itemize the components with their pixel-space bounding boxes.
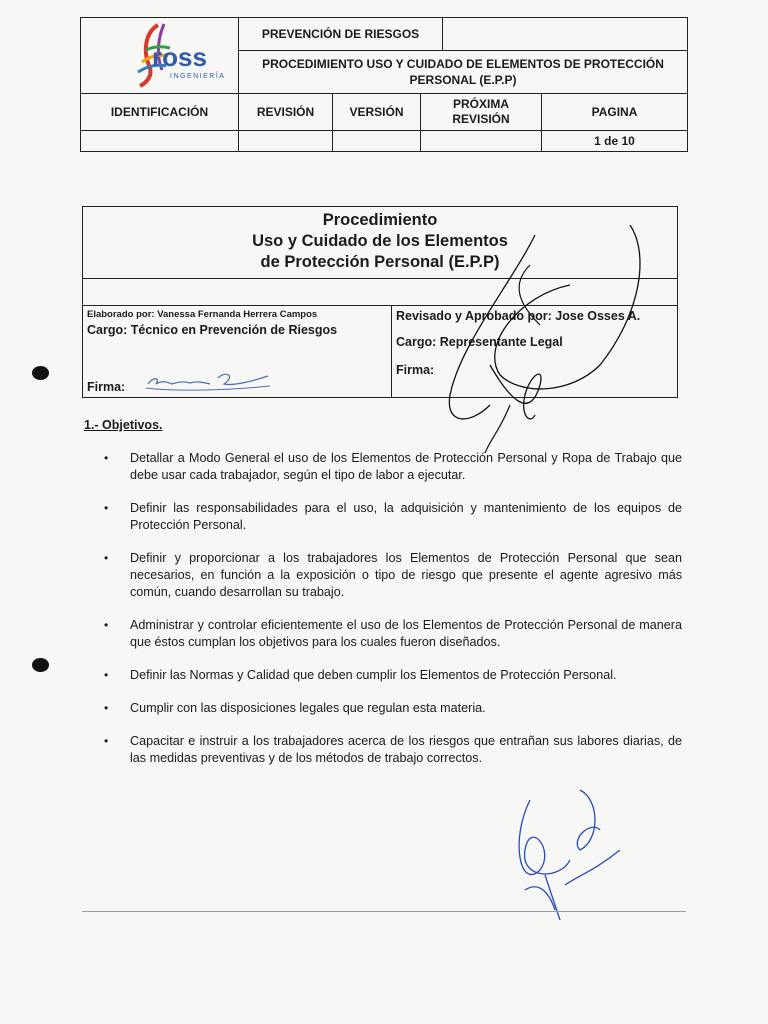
- val-version: [332, 130, 421, 152]
- val-revision: [238, 130, 333, 152]
- col-version: [332, 93, 421, 131]
- footer-signature-icon: [500, 780, 640, 930]
- reviewed-signature-label: Firma:: [396, 363, 435, 377]
- col-identificacion: [80, 93, 239, 131]
- document-title: PROCEDIMIENTO USO Y CUIDADO DE ELEMENTOS DE PROTECCIÓN PERSONAL (E.P.P): [262, 57, 664, 87]
- blank-top-right-cell: [442, 17, 688, 51]
- list-item: • Administrar y controlar eficientemente el uso de los Elementos de Protección Personal de manera que éstos cumplan los objetivos para los cuales fueron diseñados.: [104, 617, 682, 651]
- logo-subtext: INGENIERÍA: [170, 73, 226, 80]
- prepared-signature-icon: [140, 366, 280, 396]
- col-pagina: [541, 93, 688, 131]
- page-number: 1 de 10: [594, 134, 635, 148]
- column-header: IDENTIFICACIÓN: [110, 105, 209, 119]
- section-cell: [238, 17, 443, 51]
- prepared-role: Cargo: Técnico en Prevención de Riesgos: [87, 323, 338, 337]
- procedure-title: Procedimiento Uso y Cuidado de los Elementos de Protección Personal (E.P.P): [252, 211, 508, 271]
- punch-hole: [32, 366, 49, 380]
- logo-wordmark: ross: [152, 42, 207, 72]
- list-item: • Detallar a Modo General el uso de los Elementos de Protección Personal y Ropa de Trabajo que debe usar cada trabajador, según el tipo de labor a ejecutar.: [104, 450, 682, 484]
- objectives-list: [104, 450, 682, 767]
- reviewed-role: Cargo: Representante Legal: [396, 335, 563, 349]
- column-header: PRÓXIMA REVISIÓN: [452, 97, 510, 126]
- objectives-heading: 1.- Objetivos.: [84, 418, 163, 432]
- section-title: PREVENCIÓN DE RIESGOS: [261, 27, 420, 41]
- list-item: • Definir las Normas y Calidad que deben cumplir los Elementos de Protección Personal.: [104, 667, 682, 684]
- list-item: • Definir y proporcionar a los trabajadores los Elementos de Protección Personal que sean necesarios, en función a la exposición o tipo de riesgo que presente el agente agresivo más común, cuando desarrollan su trabajo.: [104, 550, 682, 601]
- list-item: • Definir las responsabilidades para el uso, la adquisición y mantenimiento de los equipos de Protección Personal.: [104, 500, 682, 534]
- list-item: • Capacitar e instruir a los trabajadores acerca de los riesgos que entrañan sus labores diarias, de las medidas preventivas y de los métodos de trabajo correctos.: [104, 733, 682, 767]
- val-proxima-revision: [420, 130, 542, 152]
- prepared-signature-label: Firma:: [87, 380, 126, 394]
- column-header: PAGINA: [591, 105, 638, 119]
- list-item: • Cumplir con las disposiciones legales que regulan esta materia.: [104, 700, 682, 717]
- doc-title-cell: [238, 50, 688, 94]
- col-proxima-revision: [420, 93, 542, 131]
- col-revision: [238, 93, 333, 131]
- punch-hole: [32, 658, 49, 672]
- footer-divider: [82, 911, 686, 912]
- reviewed-by: Revisado y Aprobado por: Jose Osses A.: [396, 309, 641, 323]
- column-header: VERSIÓN: [349, 105, 404, 119]
- prepared-by: Elaborado por: Vanessa Fernanda Herrera Campos: [87, 309, 318, 320]
- val-identificacion: [80, 130, 239, 152]
- val-pagina: [541, 130, 688, 152]
- column-header: REVISIÓN: [256, 105, 315, 119]
- reviewed-signature-icon: [430, 225, 670, 455]
